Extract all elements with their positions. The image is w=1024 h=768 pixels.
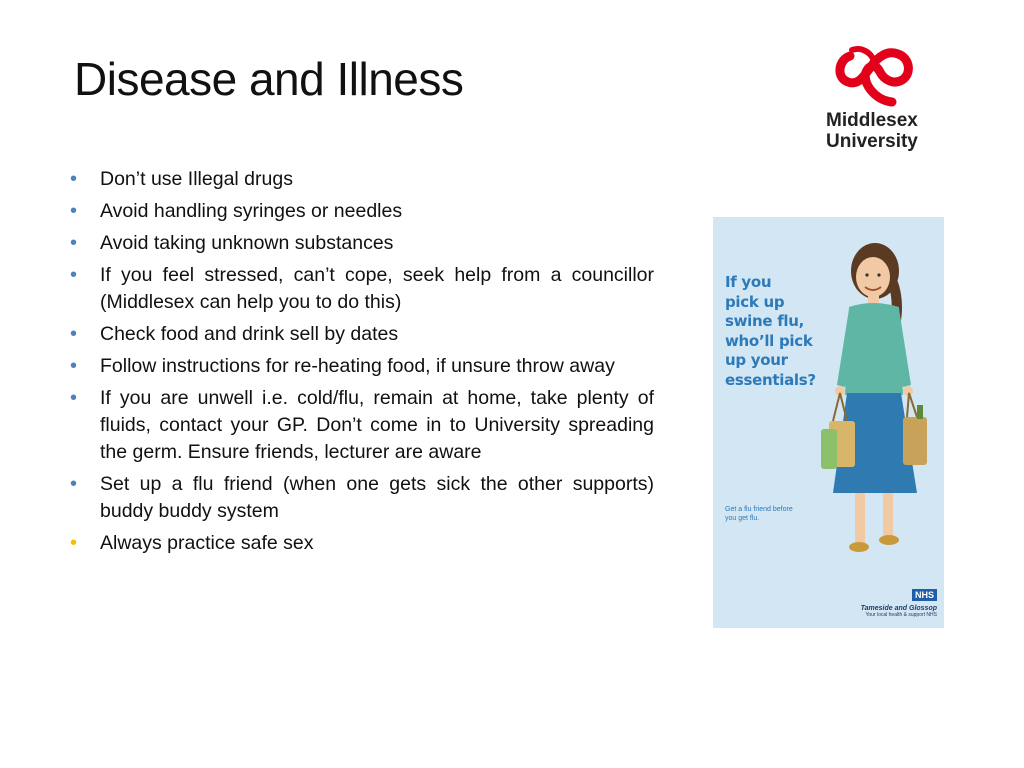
poster-headline: If you pick up swine flu, who’ll pick up your essentials? <box>725 273 816 389</box>
bullet-icon: • <box>70 232 78 254</box>
woman-carrying-bags-illustration <box>813 235 943 575</box>
bullet-item: • Always practice safe sex <box>62 530 654 557</box>
bullet-icon: • <box>70 355 78 377</box>
poster-footer <box>831 585 937 618</box>
bullet-icon: • <box>70 387 78 409</box>
poster-org-sub: Your local health & support NHS <box>865 612 937 618</box>
poster-org-name: Tameside and Glossop <box>860 605 937 612</box>
bullet-item: • Set up a flu friend (when one gets sick the other supports) buddy buddy system <box>70 473 654 522</box>
bullet-icon: • <box>70 200 78 222</box>
bullet-icon: • <box>70 532 78 554</box>
swine-flu-poster-image <box>713 217 944 628</box>
bullet-icon: • <box>70 323 78 345</box>
bullet-item: • If you are unwell i.e. cold/flu, remain at home, take plenty of fluids, contact your GP. Don’t come in to University spreading the germ. Ensure friends, lecturer are aware <box>70 387 654 463</box>
logo-text-line2: University <box>826 131 918 152</box>
ribbon-logo-icon <box>834 42 918 108</box>
bullet-icon: • <box>70 264 78 286</box>
bullet-item: • Avoid taking unknown substances <box>62 230 654 257</box>
slide-title: Disease and Illness <box>74 53 464 105</box>
logo-text-line1: Middlesex <box>826 110 918 131</box>
bullet-icon: • <box>70 473 78 495</box>
bullet-item: • Check food and drink sell by dates <box>62 321 654 348</box>
bullet-icon: • <box>70 168 78 190</box>
bullet-item: • Don’t use Illegal drugs <box>62 166 654 193</box>
middlesex-university-logo <box>826 42 936 152</box>
poster-small-text: Get a flu friend before you get flu. <box>725 506 793 522</box>
bullet-item: • Avoid handling syringes or needles <box>62 198 654 225</box>
nhs-badge: NHS <box>912 589 937 601</box>
bullet-list <box>62 166 654 562</box>
bullet-item: • If you feel stressed, can’t cope, seek help from a councillor (Middlesex can help you to do this) <box>70 264 654 313</box>
bullet-item: • Follow instructions for re-heating food, if unsure throw away <box>62 353 654 380</box>
